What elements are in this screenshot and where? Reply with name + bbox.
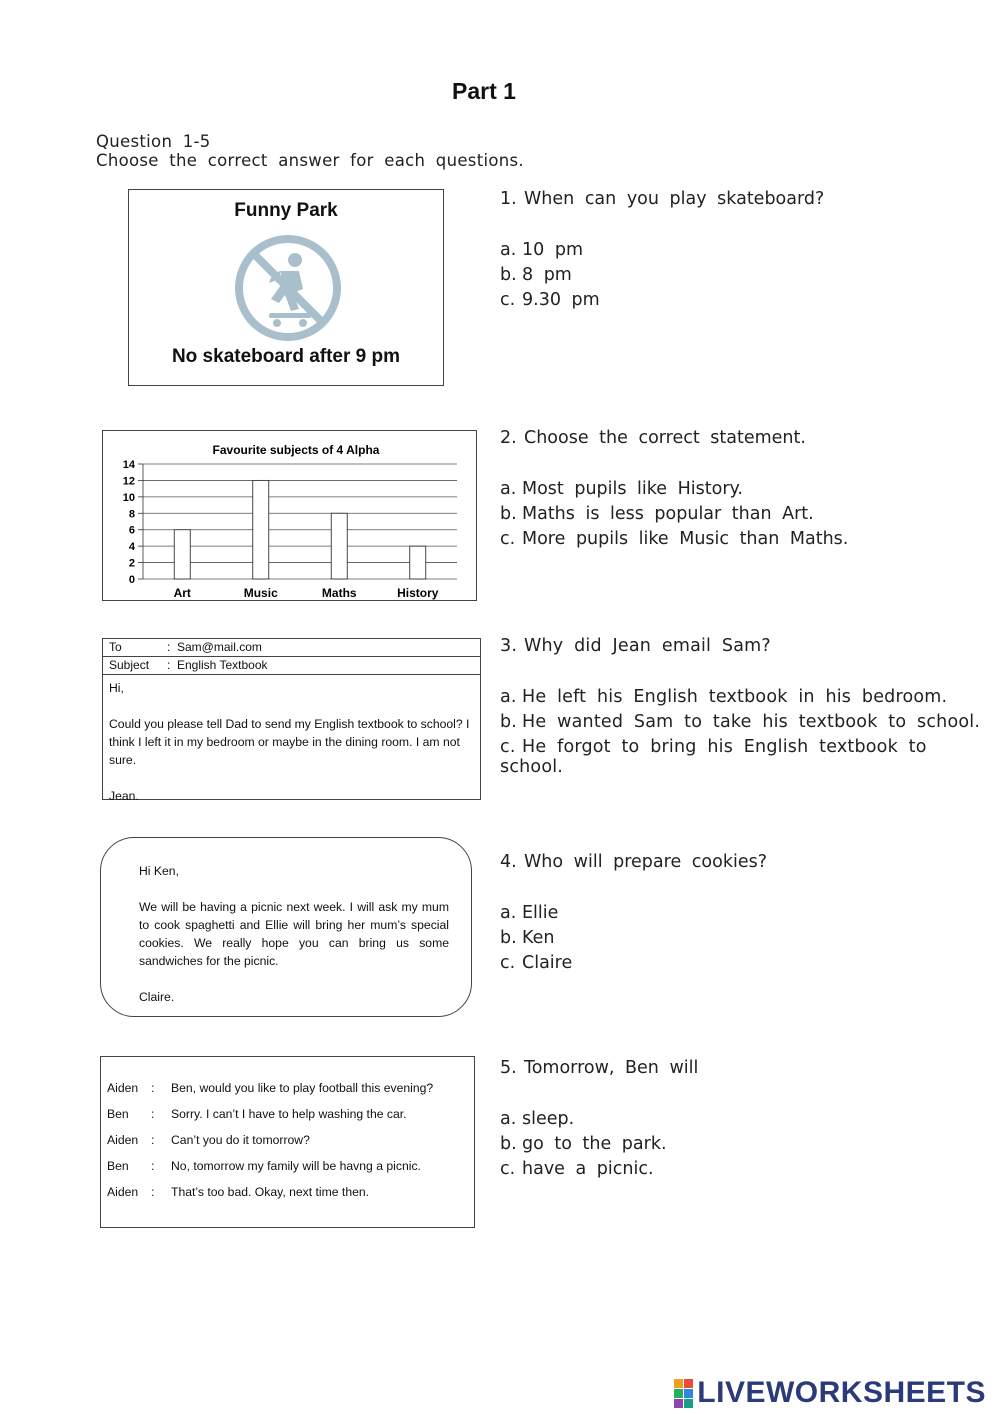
y-tick-label: 2: [128, 557, 135, 570]
x-tick-label: Art: [173, 586, 191, 600]
option-text: He left his English textbook in his bedroom.: [522, 687, 948, 707]
answer-option[interactable]: [500, 240, 824, 265]
answer-option[interactable]: [500, 737, 1000, 777]
dialogue-colon: :: [151, 1185, 155, 1199]
question-text: Tomorrow, Ben will: [524, 1058, 699, 1078]
option-text: Maths is less popular than Art.: [522, 504, 814, 524]
answer-option[interactable]: [500, 1134, 698, 1159]
option-letter: b.: [500, 1134, 517, 1154]
question-stem: [500, 636, 1000, 661]
email-subject-colon: :: [167, 658, 171, 672]
option-text: He forgot to bring his English textbook to school.: [500, 737, 927, 777]
page-title: Part 1: [452, 78, 516, 104]
question-text: Choose the correct statement.: [524, 428, 806, 448]
question-3: [500, 636, 1000, 777]
email-subject-row: [103, 657, 480, 675]
answer-option[interactable]: [500, 529, 848, 554]
email-to-value: Sam@mail.com: [177, 640, 262, 654]
option-text: 8 pm: [522, 265, 572, 285]
answer-option[interactable]: [500, 712, 1000, 737]
y-tick-label: 8: [128, 508, 135, 521]
question-stem: [500, 189, 824, 214]
dialogue-text: Sorry. I can’t I have to help washing the car.: [171, 1107, 407, 1121]
option-letter: b.: [500, 265, 517, 285]
y-tick-label: 14: [122, 459, 135, 471]
option-text: sleep.: [522, 1109, 575, 1129]
dialogue-text: No, tomorrow my family will be havng a picnic.: [171, 1159, 421, 1173]
option-letter: a.: [500, 903, 517, 923]
question-number: 2.: [500, 428, 517, 448]
answer-option[interactable]: [500, 265, 824, 290]
question-text: Why did Jean email Sam?: [524, 636, 771, 656]
email-greeting: Hi,: [109, 681, 124, 695]
option-letter: c.: [500, 1159, 516, 1179]
x-tick-label: Maths: [321, 586, 357, 600]
x-tick-label: History: [397, 586, 439, 600]
answer-option[interactable]: [500, 687, 1000, 712]
option-text: have a picnic.: [522, 1159, 654, 1179]
instructions-line-1: Question 1-5: [96, 132, 211, 151]
answer-option[interactable]: [500, 504, 848, 529]
answer-option[interactable]: [500, 290, 824, 315]
question-stem: [500, 852, 767, 877]
question-5: [500, 1058, 698, 1184]
email-box: [102, 638, 481, 803]
logo-text: LIVEWORKSHEETS: [697, 1376, 986, 1409]
bar-music: [253, 480, 269, 579]
dialogue-colon: :: [151, 1081, 155, 1095]
question-text: Who will prepare cookies?: [524, 852, 767, 872]
email-to-row: [103, 639, 480, 657]
question-stem: [500, 1058, 698, 1083]
y-tick-label: 12: [122, 475, 135, 488]
answer-option[interactable]: [500, 479, 848, 504]
question-1: [500, 189, 824, 315]
dialogue-box: [100, 1056, 475, 1228]
email-signoff: Jean.: [109, 789, 139, 803]
option-text: Most pupils like History.: [522, 479, 743, 499]
option-letter: a.: [500, 479, 517, 499]
instructions-line-2: Choose the correct answer for each questions.: [96, 151, 524, 170]
logo-mark-icon: [674, 1379, 693, 1408]
email-message: Could you please tell Dad to send my English textbook to school? I think I left it in my bedroom or maybe in the dining room. I am not sure.: [109, 717, 470, 767]
option-letter: b.: [500, 928, 517, 948]
dialogue-speaker: Ben: [107, 1159, 129, 1173]
question-number: 5.: [500, 1058, 517, 1078]
answer-option[interactable]: [500, 953, 767, 978]
option-text: More pupils like Music than Maths.: [522, 529, 849, 549]
option-text: He wanted Sam to take his textbook to school.: [522, 712, 981, 732]
option-text: Ken: [522, 928, 555, 948]
dialogue-colon: :: [151, 1159, 155, 1173]
park-sign: [128, 189, 444, 386]
answer-option[interactable]: [500, 1109, 698, 1134]
option-letter: a.: [500, 1109, 517, 1129]
option-letter: c.: [500, 529, 516, 549]
bar-art: [174, 530, 190, 579]
option-letter: c.: [500, 290, 516, 310]
question-4: [500, 852, 767, 978]
dialogue-text: Can’t you do it tomorrow?: [171, 1133, 310, 1147]
bar-history: [410, 546, 426, 579]
option-text: 9.30 pm: [522, 290, 600, 310]
dialogue-speaker: Aiden: [107, 1081, 139, 1095]
note-body: [101, 838, 471, 1006]
dialogue-speaker: Ben: [107, 1107, 129, 1121]
option-letter: b.: [500, 712, 518, 732]
email-body: [103, 675, 480, 805]
note-message: We will be having a picnic next week. I will ask my mum to cook spaghetti and Ellie will bring her mum’s special cookies. We really hope you can bring us some sandwiches for the picnic.: [139, 900, 449, 968]
option-text: go to the park.: [522, 1134, 667, 1154]
answer-option[interactable]: [500, 928, 767, 953]
option-letter: a.: [500, 687, 517, 707]
bar-chart: [103, 431, 476, 600]
dialogue-colon: :: [151, 1107, 155, 1121]
option-letter: c.: [500, 953, 516, 973]
dialogue-speaker: Aiden: [107, 1185, 139, 1199]
liveworksheets-logo[interactable]: [674, 1376, 986, 1410]
dialogue-text: That’s too bad. Okay, next time then.: [171, 1185, 370, 1199]
option-text: 10 pm: [522, 240, 583, 260]
bar-chart-box: [102, 430, 477, 601]
option-letter: b.: [500, 504, 517, 524]
question-2: [500, 428, 848, 554]
option-text: Claire: [522, 953, 573, 973]
y-tick-label: 0: [128, 574, 135, 586]
dialogue-speaker: Aiden: [107, 1133, 139, 1147]
dialogue-text: Ben, would you like to play football this evening?: [171, 1081, 434, 1095]
dialogue-colon: :: [151, 1133, 155, 1147]
sign-heading: Funny Park: [234, 200, 338, 221]
instructions: [96, 132, 524, 170]
email-to-label: To: [109, 640, 122, 654]
option-text: Ellie: [522, 903, 559, 923]
email-subject-value: English Textbook: [177, 658, 268, 672]
email-to-colon: :: [167, 640, 171, 654]
question-text: When can you play skateboard?: [524, 189, 825, 209]
answer-option[interactable]: [500, 903, 767, 928]
question-number: 1.: [500, 189, 517, 209]
y-tick-label: 4: [128, 541, 135, 554]
note-greeting: Hi Ken,: [139, 864, 179, 878]
note-signoff: Claire.: [139, 990, 175, 1004]
note-box: [100, 837, 472, 1017]
no-skateboard-icon: [233, 233, 343, 343]
x-tick-label: Music: [243, 586, 278, 600]
question-number: 4.: [500, 852, 517, 872]
option-letter: c.: [500, 737, 516, 757]
option-letter: a.: [500, 240, 517, 260]
chart-title: Favourite subjects of 4 Alpha: [212, 443, 380, 457]
y-tick-label: 6: [128, 524, 135, 537]
sign-text: No skateboard after 9 pm: [171, 346, 401, 367]
answer-option[interactable]: [500, 1159, 698, 1184]
email-subject-label: Subject: [109, 658, 150, 672]
question-number: 3.: [500, 636, 518, 656]
y-tick-label: 10: [122, 491, 135, 504]
bar-maths: [331, 513, 347, 579]
question-stem: [500, 428, 848, 453]
